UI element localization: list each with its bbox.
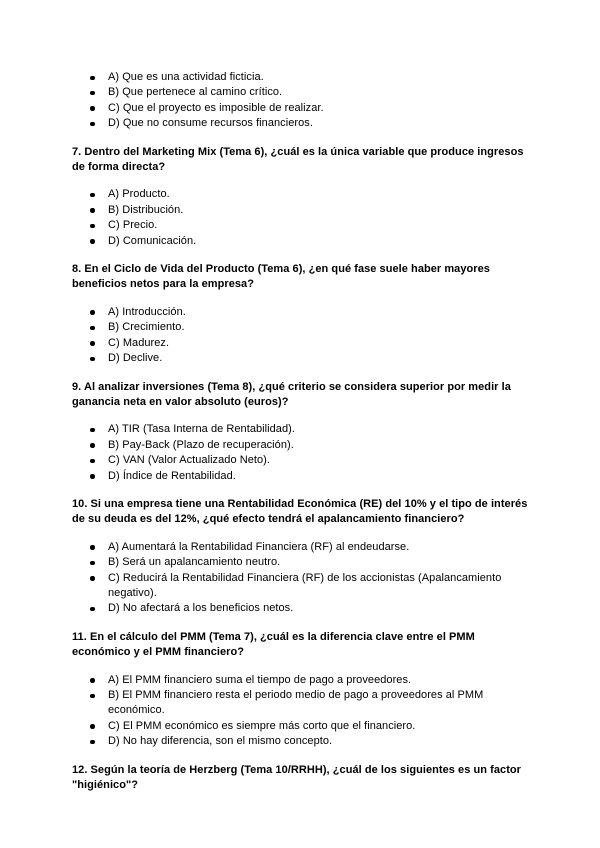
bullet-icon xyxy=(90,545,95,550)
option-text: D) Declive. xyxy=(108,352,163,365)
question-11: 11. En el cálculo del PMM (Tema 7), ¿cuál es la diferencia clave entre el PMM económico y el PMM financiero? xyxy=(72,630,475,659)
bullet-icon xyxy=(90,76,95,81)
option-item xyxy=(72,422,530,437)
bullet-icon xyxy=(90,694,95,699)
option-item xyxy=(72,305,530,320)
option-item xyxy=(72,70,530,85)
bullet-icon xyxy=(90,724,95,729)
option-item xyxy=(72,601,530,616)
option-item xyxy=(72,101,530,116)
bullet-icon xyxy=(90,106,95,111)
bullet-icon xyxy=(90,224,95,229)
bullet-icon xyxy=(90,208,95,213)
option-item xyxy=(72,351,530,366)
option-text: D) Que no consume recursos financieros. xyxy=(108,117,313,130)
bullet-icon xyxy=(90,576,95,581)
option-item xyxy=(72,234,530,249)
option-item xyxy=(72,469,530,484)
bullet-icon xyxy=(90,341,95,346)
option-list xyxy=(72,187,530,249)
option-item xyxy=(72,571,530,602)
bullet-icon xyxy=(90,326,95,331)
bullet-icon xyxy=(90,443,95,448)
option-item xyxy=(72,438,530,453)
option-item xyxy=(72,336,530,351)
question-8: 8. En el Ciclo de Vida del Producto (Tema 6), ¿en qué fase suele haber mayores beneficios netos para la empresa? xyxy=(72,263,490,291)
option-text: C) Precio. xyxy=(108,219,158,232)
bullet-icon xyxy=(90,428,95,433)
option-text: D) Comunicación. xyxy=(108,234,197,247)
question-9: 9. Al analizar inversiones (Tema 8), ¿qué criterio se considera superior por medir la ganancia neta en valor absoluto (euros)? xyxy=(72,380,511,408)
option-text: A) El PMM financiero suma el tiempo de pago a proveedores. xyxy=(108,673,412,686)
bullet-icon xyxy=(90,122,95,127)
option-list xyxy=(72,305,530,367)
option-item xyxy=(72,116,530,131)
option-item xyxy=(72,203,530,218)
bullet-icon xyxy=(90,740,95,745)
question-10: 10. Si una empresa tiene una Rentabilidad Económica (RE) del 10% y el tipo de interés de su deuda es del 12%, ¿qué efecto tendrá el apalancamiento financiero? xyxy=(72,497,528,526)
option-text: A) Aumentará la Rentabilidad Financiera (RF) al endeudarse. xyxy=(108,540,410,553)
option-text: D) No hay diferencia, son el mismo concepto. xyxy=(108,735,333,748)
option-item xyxy=(72,85,530,100)
option-item xyxy=(72,453,530,468)
option-text: D) No afectará a los beneficios netos. xyxy=(108,602,294,615)
bullet-icon xyxy=(90,239,95,244)
bullet-icon xyxy=(90,561,95,566)
bullet-icon xyxy=(90,357,95,362)
bullet-icon xyxy=(90,474,95,479)
option-text: B) Distribución. xyxy=(108,203,184,216)
bullet-icon xyxy=(90,607,95,612)
option-text: A) Introducción. xyxy=(108,305,186,318)
option-item xyxy=(72,320,530,335)
option-list xyxy=(72,422,530,484)
option-text: B) Pay-Back (Plazo de recuperación). xyxy=(108,438,294,451)
option-text: B) Que pertenece al camino crítico. xyxy=(108,86,283,99)
option-list xyxy=(72,673,530,750)
option-item xyxy=(72,734,530,749)
option-item xyxy=(72,688,530,719)
option-text: B) Crecimiento. xyxy=(108,321,185,334)
option-item xyxy=(72,218,530,233)
bullet-icon xyxy=(90,310,95,315)
option-item xyxy=(72,555,530,570)
option-text: A) TIR (Tasa Interna de Rentabilidad). xyxy=(108,423,295,436)
option-text: C) Que el proyecto es imposible de realizar. xyxy=(108,101,324,114)
option-item xyxy=(72,673,530,688)
question-12: 12. Según la teoría de Herzberg (Tema 10/RRHH), ¿cuál de los siguientes es un factor "higiénico"? xyxy=(72,763,522,792)
option-text: C) El PMM económico es siempre más corto que el financiero. xyxy=(108,719,416,732)
bullet-icon xyxy=(90,91,95,96)
question-7: 7. Dentro del Marketing Mix (Tema 6), ¿cuál es la única variable que produce ingresos de forma directa? xyxy=(72,145,524,174)
option-text: C) Reducirá la Rentabilidad Financiera (RF) de los accionistas (Apalancamiento negativo). xyxy=(108,571,502,599)
bullet-icon xyxy=(90,193,95,198)
option-list xyxy=(72,540,530,617)
option-text: C) Madurez. xyxy=(108,336,170,349)
bullet-icon xyxy=(90,678,95,683)
option-item xyxy=(72,540,530,555)
option-text: B) Será un apalancamiento neutro. xyxy=(108,556,281,569)
option-item xyxy=(72,719,530,734)
option-text: C) VAN (Valor Actualizado Neto). xyxy=(108,454,270,467)
option-text: A) Producto. xyxy=(108,188,170,201)
option-text: B) El PMM financiero resta el periodo medio de pago a proveedores al PMM económico. xyxy=(108,689,484,717)
option-list xyxy=(72,70,530,132)
option-text: A) Que es una actividad ficticia. xyxy=(108,71,264,83)
bullet-icon xyxy=(90,459,95,464)
option-text: D) Índice de Rentabilidad. xyxy=(108,469,236,482)
option-item xyxy=(72,187,530,202)
